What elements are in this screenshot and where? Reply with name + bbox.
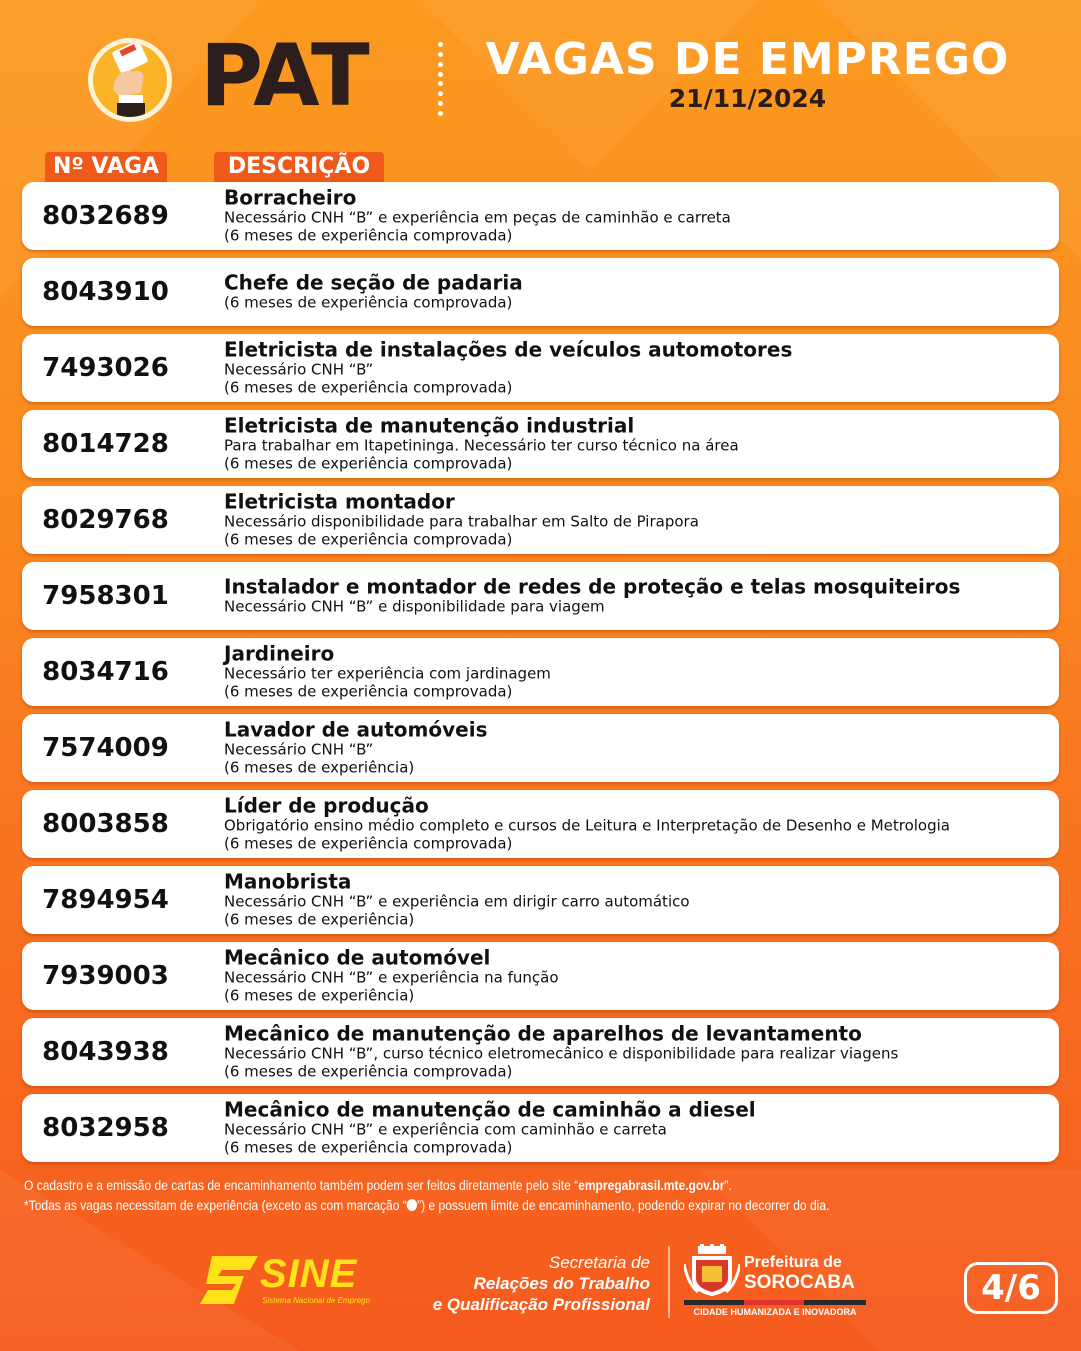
sine-s-icon: [198, 1252, 260, 1308]
job-title: Instalador e montador de redes de proteção e telas mosquiteiros: [224, 574, 961, 599]
job-detail-line: (6 meses de experiência): [224, 758, 415, 777]
brand-title: PAT: [200, 26, 368, 126]
job-title: Eletricista montador: [224, 489, 455, 514]
job-list: [22, 182, 1059, 1170]
job-row: [22, 638, 1059, 706]
job-row: [22, 942, 1059, 1010]
job-detail-line: Necessário CNH “B” e experiência na função: [224, 968, 559, 987]
job-description: [224, 869, 1051, 929]
site-link[interactable]: empregabrasil.mte.gov.br: [578, 1177, 725, 1193]
job-number: 7574009: [42, 733, 169, 763]
job-row: [22, 182, 1059, 250]
job-number: 7493026: [42, 353, 169, 383]
secretaria-line3: e Qualificação Profissional: [432, 1295, 650, 1314]
job-title: Eletricista de manutenção industrial: [224, 413, 635, 438]
page-indicator: 4/6: [964, 1262, 1058, 1314]
sine-logo: [198, 1250, 378, 1312]
job-detail-line: Necessário CNH “B” e disponibilidade para viagem: [224, 597, 605, 616]
job-detail-line: Necessário ter experiência com jardinagem: [224, 664, 551, 683]
job-detail-line: Necessário CNH “B” e experiência com caminhão e carreta: [224, 1120, 667, 1139]
job-description: [224, 270, 1051, 312]
job-detail-line: Para trabalhar em Itapetininga. Necessário ter curso técnico na área: [224, 436, 739, 455]
job-row: [22, 258, 1059, 326]
footer-note-site: [24, 1175, 918, 1195]
job-number: 7958301: [42, 581, 169, 611]
prefeitura-line1: Prefeitura de: [744, 1254, 842, 1271]
job-description: [224, 413, 1051, 473]
city-crest-icon: [684, 1244, 740, 1298]
job-title: Borracheiro: [224, 185, 357, 210]
secretaria-line1: Secretaria de: [548, 1253, 650, 1272]
job-row: [22, 410, 1059, 478]
prefeitura-line2: SOROCABA: [744, 1272, 855, 1293]
job-description: [224, 574, 1051, 616]
job-number: 8043910: [42, 277, 169, 307]
job-detail-line: (6 meses de experiência comprovada): [224, 1138, 513, 1157]
footer-note-experience: [24, 1195, 918, 1215]
job-detail-line: (6 meses de experiência comprovada): [224, 1062, 513, 1081]
job-title: Lavador de automóveis: [224, 717, 488, 742]
job-number: 7894954: [42, 885, 169, 915]
page-date: 21/11/2024: [668, 84, 827, 113]
footer-notes: [24, 1175, 918, 1215]
job-detail-line: (6 meses de experiência comprovada): [224, 378, 513, 397]
job-number: 8014728: [42, 429, 169, 459]
job-detail-line: (6 meses de experiência comprovada): [224, 530, 513, 549]
job-number: 8003858: [42, 809, 169, 839]
job-detail-line: (6 meses de experiência comprovada): [224, 226, 513, 245]
job-detail-line: (6 meses de experiência comprovada): [224, 834, 513, 853]
job-row: [22, 486, 1059, 554]
secretaria-logo: [433, 1252, 650, 1315]
job-title: Jardineiro: [224, 641, 335, 666]
column-header-number: Nº VAGA: [45, 152, 167, 182]
job-title: Chefe de seção de padaria: [224, 270, 523, 295]
pat-logo: [88, 38, 172, 122]
job-detail-line: Necessário CNH “B” e experiência em peças de caminhão e carreta: [224, 208, 731, 227]
header-divider: [437, 42, 443, 116]
prefeitura-slogan: CIDADE HUMANIZADA E INOVADORA: [693, 1307, 857, 1317]
job-number: 8043938: [42, 1037, 169, 1067]
job-row: [22, 714, 1059, 782]
job-detail-line: (6 meses de experiência comprovada): [224, 682, 513, 701]
job-description: [224, 717, 1051, 777]
job-detail-line: (6 meses de experiência comprovada): [224, 293, 513, 312]
job-title: Eletricista de instalações de veículos automotores: [224, 337, 793, 362]
job-description: [224, 489, 1051, 549]
job-detail-line: (6 meses de experiência): [224, 986, 415, 1005]
job-detail-line: Obrigatório ensino médio completo e cursos de Leitura e Interpretação de Desenho e Metrologia: [224, 816, 950, 835]
job-title: Mecânico de manutenção de caminhão a diesel: [224, 1097, 756, 1122]
job-description: [224, 337, 1051, 397]
secretaria-line2: Relações do Trabalho: [473, 1274, 650, 1293]
job-description: [224, 641, 1051, 701]
note1-prefix: O cadastro e a emissão de cartas de encaminhamento também podem ser feitos diretamente pelo site “: [24, 1177, 579, 1193]
note2-prefix: *Todas as vagas necessitam de experiência (exceto as com marcação “: [24, 1197, 407, 1213]
job-row: [22, 334, 1059, 402]
job-row: [22, 1018, 1059, 1086]
sine-subtitle: Sistema Nacional de Emprego: [262, 1296, 371, 1305]
footer-divider: [668, 1246, 670, 1318]
prefeitura-stripe: [684, 1300, 866, 1305]
job-description: [224, 1021, 1051, 1081]
job-description: [224, 793, 1051, 853]
job-detail-line: (6 meses de experiência): [224, 910, 415, 929]
job-detail-line: Necessário CNH “B” e experiência em dirigir carro automático: [224, 892, 690, 911]
job-row: [22, 1094, 1059, 1162]
prefeitura-logo: [684, 1244, 874, 1324]
note1-suffix: ”.: [724, 1177, 732, 1193]
job-title: Líder de produção: [224, 793, 429, 818]
job-title: Manobrista: [224, 869, 352, 894]
job-number: 8029768: [42, 505, 169, 535]
job-row: [22, 866, 1059, 934]
sine-name: SINE: [260, 1252, 358, 1296]
job-number: 8032958: [42, 1113, 169, 1143]
job-row: [22, 790, 1059, 858]
job-detail-line: Necessário CNH “B”, curso técnico eletromecânico e disponibilidade para realizar viagens: [224, 1044, 899, 1063]
job-description: [224, 945, 1051, 1005]
job-title: Mecânico de manutenção de aparelhos de levantamento: [224, 1021, 862, 1046]
job-title: Mecânico de automóvel: [224, 945, 491, 970]
job-detail-line: Necessário disponibilidade para trabalhar em Salto de Pirapora: [224, 512, 699, 531]
job-number: 7939003: [42, 961, 169, 991]
hand-holding-card-icon: [93, 43, 167, 117]
job-description: [224, 185, 1051, 245]
job-detail-line: Necessário CNH “B”: [224, 360, 374, 379]
note2-suffix: ”) e possuem limite de encaminhamento, podendo expirar no decorrer do dia.: [417, 1197, 830, 1213]
job-number: 8032689: [42, 201, 169, 231]
job-detail-line: Necessário CNH “B”: [224, 740, 374, 759]
job-row: [22, 562, 1059, 630]
column-header-description: DESCRIÇÃO: [214, 152, 384, 182]
job-number: 8034716: [42, 657, 169, 687]
job-detail-line: (6 meses de experiência comprovada): [224, 454, 513, 473]
job-description: [224, 1097, 1051, 1157]
page-title: VAGAS DE EMPREGO: [485, 34, 1010, 85]
no-experience-marker-icon: [407, 1199, 417, 1211]
